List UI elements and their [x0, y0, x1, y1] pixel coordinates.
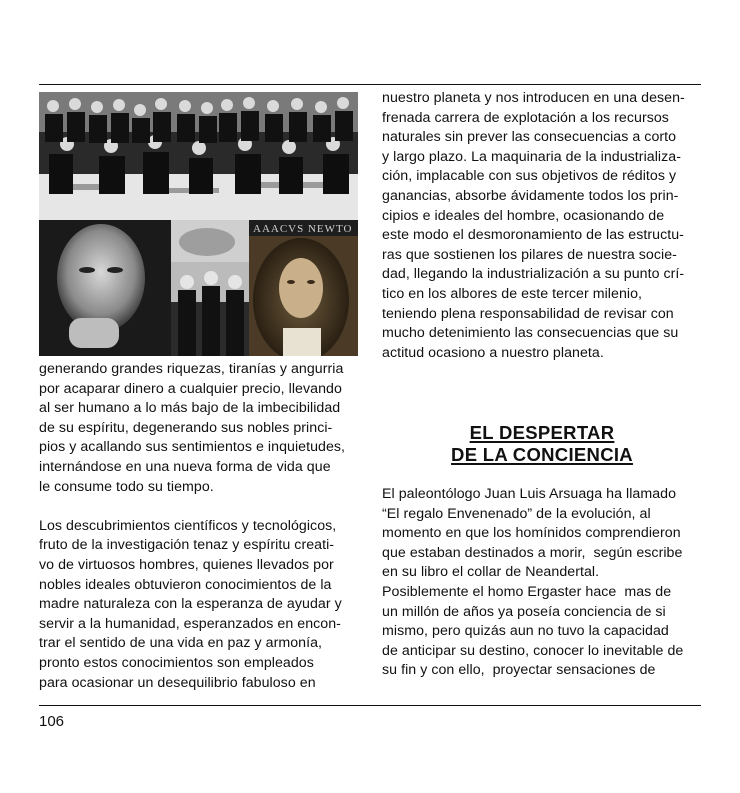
- right-column-text: [382, 89, 704, 363]
- heading-line: DE LA CONCIENCIA: [451, 444, 633, 465]
- text-line: su fin y con ello, proyectar sensaciones de: [382, 662, 656, 679]
- text-line: en su libro el collar de Neandertal.: [382, 564, 600, 581]
- text-line: “El regalo Envenenado” de la evolución, al: [382, 505, 651, 522]
- text-line: naturales sin prever las consecuencias a corto: [382, 129, 677, 146]
- text-line: nobles ideales obtuvieron conocimientos de la: [39, 576, 332, 593]
- top-rule: [39, 84, 701, 85]
- text-line: dad, llegando la industrialización a su punto crí-: [382, 266, 685, 283]
- text-line: Posiblemente el homo Ergaster hace mas de: [382, 583, 672, 600]
- text-line: de anticipar su destino, conocer lo inevitable de: [382, 642, 684, 659]
- text-line: actitud ocasiono a nuestro planeta.: [382, 344, 604, 361]
- text-line: mismo, pero quizás aun no tuvo la capacidad: [382, 623, 669, 640]
- text-line: servir a la humanidad, esperanzados en encon-: [39, 615, 341, 632]
- page-number: 106: [39, 713, 65, 730]
- text-line: tico en los albores de este tercer milenio,: [382, 285, 643, 302]
- text-line: ganancias, absorbe ávidamente todos los prin-: [382, 187, 679, 204]
- section-heading: [382, 422, 702, 466]
- text-line: pronto estos conocimientos son empleados: [39, 654, 314, 671]
- text-line: de su espíritu, degenerando sus nobles princi-: [39, 419, 333, 436]
- text-line: ras que sostienen los pilares de nuestra socie-: [382, 246, 677, 263]
- heading-line: EL DESPERTAR: [469, 422, 615, 443]
- text-line: frenada carrera de explotación a los recursos: [382, 109, 669, 126]
- text-line: un millón de años ya poseía conciencia de si: [382, 603, 666, 620]
- text-line: internándose en una nueva forma de vida que: [39, 458, 331, 475]
- text-line: El paleontólogo Juan Luis Arsuaga ha llamado: [382, 486, 677, 502]
- text-line: teniendo plena responsabilidad de revisar con: [382, 305, 674, 322]
- text-line: mucho detenimiento las consecuencias que su: [382, 325, 679, 342]
- text-line: al ser humano a lo más bajo de la imbecibilidad: [39, 400, 341, 417]
- text-line: nuestro planeta y nos introducen en una desen-: [382, 90, 685, 106]
- text-line: este modo el desmoronamiento de las estructu-: [382, 227, 684, 244]
- portrait-inscription: AAACVS NEWTO: [253, 223, 353, 235]
- text-line: trar el sentido de una vida en paz y armonía,: [39, 635, 323, 652]
- text-line: ción, implacable con sus objetivos de réditos y: [382, 168, 677, 185]
- text-line: por acaparar dinero a cualquier precio, llevando: [39, 380, 342, 397]
- text-line: que estaban destinados a morir, según escribe: [382, 544, 683, 561]
- historical-photo-collage: [39, 92, 358, 356]
- text-line: vo de virtuosos hombres, quienes llevados por: [39, 556, 334, 573]
- text-line: pios y acallando sus sentimientos e inquietudes,: [39, 439, 346, 456]
- text-line: generando grandes riquezas, tiranías y angurria: [39, 361, 344, 377]
- text-line: y largo plazo. La maquinaria de la industrializa-: [382, 148, 681, 165]
- text-line: fruto de la investigación tenaz y espíritu creati-: [39, 537, 335, 554]
- text-line: para ocasionar un desequilibrio fabuloso en: [39, 674, 316, 691]
- text-line: madre naturaleza con la esperanza de ayudar y: [39, 596, 342, 613]
- text-line: cipios e ideales del hombre, ocasionando de: [382, 207, 665, 224]
- right-column-text-2: [382, 485, 683, 681]
- text-line: momento en que los homínidos comprendieron: [382, 525, 681, 542]
- text-line: Los descubrimientos científicos y tecnológicos,: [39, 517, 337, 534]
- bottom-rule: [39, 705, 701, 706]
- text-line: le consume todo su tiempo.: [39, 478, 214, 495]
- left-column-text: [39, 360, 361, 693]
